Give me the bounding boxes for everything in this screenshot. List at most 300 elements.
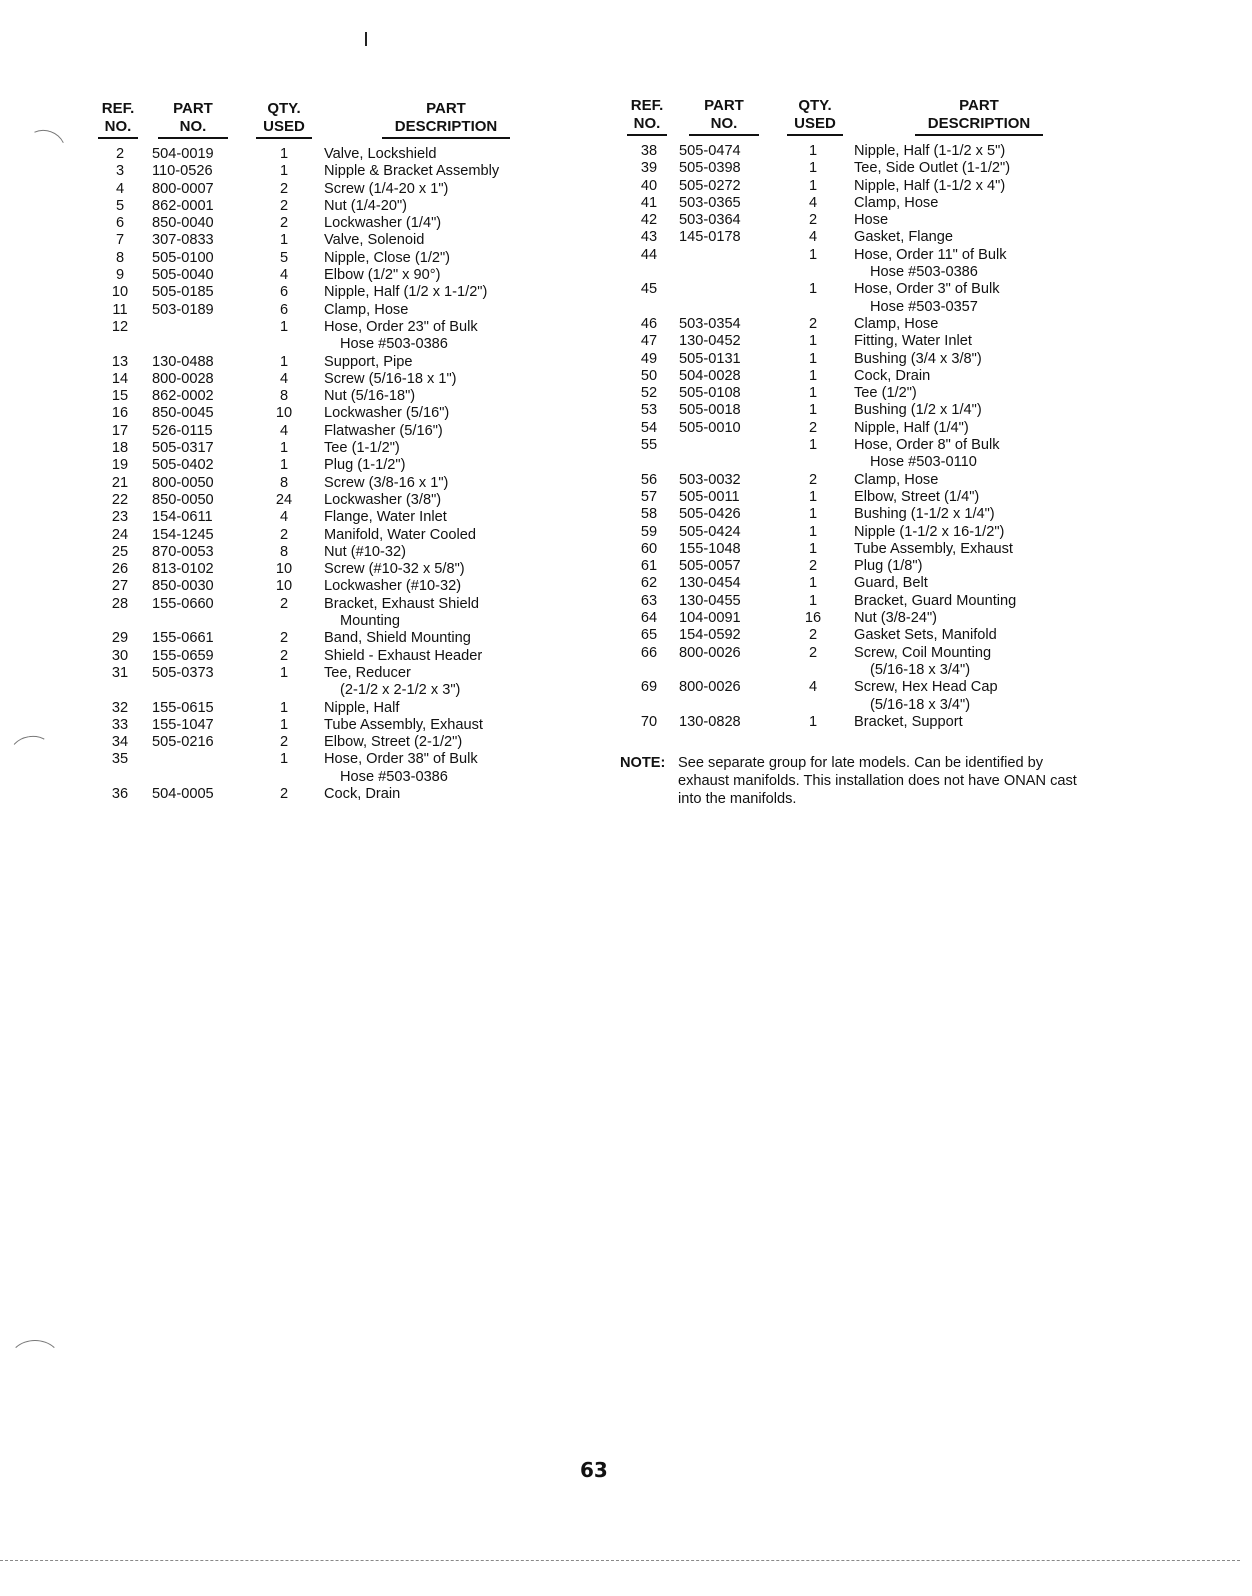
ref-no: 16	[111, 405, 129, 422]
qty-used: 1	[808, 350, 818, 367]
part-description: Flatwasher (5/16")	[324, 422, 443, 439]
ref-no: 65	[640, 627, 658, 644]
scan-arc	[8, 733, 55, 772]
qty-used: 5	[279, 249, 289, 266]
table-header	[627, 97, 1107, 143]
part-description: Screw (1/4-20 x 1")	[324, 180, 449, 197]
page-number: 63	[580, 1458, 608, 1482]
table-row	[98, 769, 618, 786]
part-description: Tee (1/2")	[854, 385, 917, 402]
part-description: Hose #503-0386	[870, 264, 978, 281]
table-row	[627, 212, 1107, 229]
part-description: Tee (1-1/2")	[324, 440, 400, 457]
part-no: 505-0040	[152, 267, 214, 284]
part-description: Plug (1-1/2")	[324, 457, 406, 474]
header-part-line1: PART	[173, 100, 213, 117]
qty-used: 10	[275, 561, 293, 578]
qty-used: 1	[279, 457, 289, 474]
part-description: (5/16-18 x 3/4")	[870, 661, 971, 678]
part-no: 154-0611	[152, 509, 213, 526]
part-no: 504-0028	[679, 367, 741, 384]
part-no: 850-0050	[152, 491, 214, 508]
ref-no: 14	[111, 370, 129, 387]
qty-used: 1	[808, 540, 818, 557]
ref-no: 47	[640, 333, 658, 350]
table-row	[98, 544, 618, 561]
part-no: 145-0178	[679, 229, 741, 246]
ref-no: 39	[640, 160, 658, 177]
part-description: Guard, Belt	[854, 575, 928, 592]
header-ref-line2: NO.	[98, 118, 138, 139]
part-no: 800-0050	[152, 474, 214, 491]
part-no: 505-0272	[679, 177, 741, 194]
part-description: Support, Pipe	[324, 353, 413, 370]
part-description: Bracket, Exhaust Shield	[324, 595, 479, 612]
ref-no: 7	[115, 232, 125, 249]
part-description: Shield - Exhaust Header	[324, 647, 483, 664]
header-qty-line2: USED	[256, 118, 312, 139]
qty-used: 4	[279, 422, 289, 439]
part-description: Hose #503-0357	[870, 298, 978, 315]
part-description: Lockwasher (5/16")	[324, 405, 450, 422]
qty-used: 2	[808, 627, 818, 644]
part-description: Fitting, Water Inlet	[854, 333, 972, 350]
qty-used: 2	[279, 595, 289, 612]
qty-used: 4	[808, 194, 818, 211]
part-no: 155-1048	[679, 540, 741, 557]
part-no: 505-0131	[679, 350, 741, 367]
part-description: Elbow, Street (1/4")	[854, 488, 980, 505]
table-row	[98, 198, 618, 215]
scan-arc	[8, 1340, 62, 1386]
qty-used: 2	[808, 419, 818, 436]
part-description: Nut (1/4-20")	[324, 197, 408, 214]
table-row	[98, 146, 618, 163]
ref-no: 58	[640, 506, 658, 523]
qty-used: 1	[808, 143, 818, 159]
ref-no: 22	[111, 491, 129, 508]
part-description: Lockwasher (#10-32)	[324, 578, 462, 595]
qty-used: 2	[808, 558, 818, 575]
ref-no: 17	[111, 422, 129, 439]
qty-used: 1	[808, 402, 818, 419]
part-description: Screw, Hex Head Cap	[854, 679, 998, 696]
qty-used: 1	[279, 163, 289, 180]
table-row	[98, 475, 618, 492]
part-no: 505-0373	[152, 664, 214, 681]
qty-used: 1	[279, 716, 289, 733]
ref-no: 69	[640, 679, 658, 696]
ref-no: 18	[111, 440, 129, 457]
table-row	[627, 714, 1107, 731]
part-description: Tube Assembly, Exhaust	[324, 716, 483, 733]
qty-used: 2	[279, 526, 289, 543]
qty-used: 1	[808, 367, 818, 384]
table-row	[98, 734, 618, 751]
part-description: Valve, Lockshield	[324, 146, 437, 162]
part-description: Hose, Order 8" of Bulk	[854, 437, 1000, 454]
part-description: Screw (3/8-16 x 1")	[324, 474, 449, 491]
table-row	[627, 489, 1107, 506]
part-no: 503-0365	[679, 194, 741, 211]
qty-used: 6	[279, 301, 289, 318]
ref-no: 10	[111, 284, 129, 301]
table-row	[627, 420, 1107, 437]
ref-no: 64	[640, 610, 658, 627]
table-row	[627, 281, 1107, 298]
qty-used: 1	[279, 751, 289, 768]
table-row	[627, 264, 1107, 281]
ref-no: 9	[115, 267, 125, 284]
part-no: 155-0659	[152, 647, 214, 664]
part-description: (5/16-18 x 3/4")	[870, 696, 971, 713]
part-description: Nut (5/16-18")	[324, 388, 416, 405]
header-part-line2: NO.	[158, 118, 228, 139]
part-no: 130-0454	[679, 575, 741, 592]
table-row	[98, 388, 618, 405]
part-description: Nipple, Close (1/2")	[324, 249, 451, 266]
qty-used: 1	[808, 246, 818, 263]
part-description: Screw (#10-32 x 5/8")	[324, 561, 465, 578]
table-row	[627, 524, 1107, 541]
ref-no: 24	[111, 526, 129, 543]
table-row	[627, 454, 1107, 471]
table-row	[627, 679, 1107, 696]
part-description: Cock, Drain	[324, 785, 401, 802]
table-row	[98, 786, 618, 803]
part-no: 850-0030	[152, 578, 214, 595]
part-description: Hose	[854, 212, 889, 229]
part-description: Bushing (3/4 x 3/8")	[854, 350, 982, 367]
part-description: Nipple & Bracket Assembly	[324, 163, 500, 180]
part-description: Hose, Order 38" of Bulk	[324, 751, 478, 768]
table-row	[627, 333, 1107, 350]
header-desc-line1: PART	[959, 97, 999, 114]
part-no: 505-0398	[679, 160, 741, 177]
parts-table-right	[627, 97, 1107, 731]
ref-no: 45	[640, 281, 658, 298]
ref-no: 12	[111, 318, 129, 335]
part-no: 526-0115	[152, 422, 213, 439]
qty-used: 1	[808, 281, 818, 298]
qty-used: 8	[279, 474, 289, 491]
part-no: 505-0426	[679, 506, 741, 523]
part-description: Hose, Order 3" of Bulk	[854, 281, 1000, 298]
ref-no: 55	[640, 437, 658, 454]
table-row	[627, 160, 1107, 177]
ref-no: 30	[111, 647, 129, 664]
note-text: See separate group for late models. Can be identified by exhaust manifolds. This installation does not have ONAN cast into the manifolds.	[678, 755, 1077, 807]
part-no: 307-0833	[152, 232, 214, 249]
part-description: Lockwasher (1/4")	[324, 215, 442, 232]
qty-used: 16	[804, 610, 822, 627]
qty-used: 1	[808, 177, 818, 194]
part-description: Elbow (1/2" x 90°)	[324, 267, 441, 284]
part-description: Flange, Water Inlet	[324, 509, 447, 526]
table-row	[627, 299, 1107, 316]
scan-mark	[365, 32, 367, 46]
part-description: Manifold, Water Cooled	[324, 526, 476, 543]
part-description: Hose, Order 23" of Bulk	[324, 318, 478, 335]
scan-arc	[16, 124, 72, 179]
part-no: 800-0028	[152, 370, 214, 387]
part-no: 862-0002	[152, 388, 214, 405]
table-row	[98, 665, 618, 682]
part-description: Bushing (1-1/2 x 1/4")	[854, 506, 995, 523]
part-description: Tube Assembly, Exhaust	[854, 540, 1013, 557]
part-description: Mounting	[340, 613, 401, 630]
header-qty-line1: QTY.	[798, 97, 832, 114]
ref-no: 50	[640, 367, 658, 384]
part-description: Cock, Drain	[854, 367, 931, 384]
table-row	[98, 284, 618, 301]
part-description: Nipple, Half (1/2 x 1-1/2")	[324, 284, 488, 301]
table-row	[627, 541, 1107, 558]
part-no: 505-0185	[152, 284, 214, 301]
part-description: (2-1/2 x 2-1/2 x 3")	[340, 682, 461, 699]
part-no: 800-0026	[679, 679, 741, 696]
part-no: 800-0026	[679, 644, 741, 661]
ref-no: 3	[115, 163, 125, 180]
table-row	[98, 440, 618, 457]
table-row	[98, 578, 618, 595]
table-row	[627, 472, 1107, 489]
part-description: Clamp, Hose	[854, 194, 939, 211]
header-part-line2: NO.	[689, 115, 759, 136]
table-row	[627, 247, 1107, 264]
qty-used: 1	[279, 232, 289, 249]
qty-used: 1	[279, 664, 289, 681]
ref-no: 54	[640, 419, 658, 436]
ref-no: 29	[111, 630, 129, 647]
part-no: 154-1245	[152, 526, 214, 543]
ref-no: 6	[115, 215, 125, 232]
ref-no: 31	[111, 664, 129, 681]
qty-used: 1	[808, 713, 818, 730]
qty-used: 2	[808, 315, 818, 332]
header-ref-line2: NO.	[627, 115, 667, 136]
part-no: 155-0660	[152, 595, 214, 612]
table-row	[98, 250, 618, 267]
qty-used: 1	[808, 160, 818, 177]
qty-used: 2	[808, 212, 818, 229]
part-no: 104-0091	[679, 610, 741, 627]
ref-no: 41	[640, 194, 658, 211]
part-no: 503-0354	[679, 315, 741, 332]
part-no: 850-0040	[152, 215, 214, 232]
part-description: Nipple, Half (1/4")	[854, 419, 969, 436]
table-row	[98, 267, 618, 284]
qty-used: 4	[808, 229, 818, 246]
part-description: Clamp, Hose	[854, 315, 939, 332]
qty-used: 4	[279, 267, 289, 284]
table-row	[627, 627, 1107, 644]
ref-no: 38	[640, 143, 658, 159]
qty-used: 2	[279, 734, 289, 751]
table-row	[98, 561, 618, 578]
table-row	[98, 613, 618, 630]
part-description: Nut (3/8-24")	[854, 610, 938, 627]
table-row	[98, 630, 618, 647]
table-row	[627, 385, 1107, 402]
part-no: 504-0019	[152, 146, 214, 162]
ref-no: 56	[640, 471, 658, 488]
part-description: Nipple, Half (1-1/2 x 4")	[854, 177, 1006, 194]
table-body	[627, 143, 1107, 731]
ref-no: 49	[640, 350, 658, 367]
ref-no: 33	[111, 716, 129, 733]
qty-used: 24	[275, 491, 293, 508]
part-description: Gasket Sets, Manifold	[854, 627, 997, 644]
qty-used: 1	[808, 488, 818, 505]
table-row	[98, 751, 618, 768]
ref-no: 61	[640, 558, 658, 575]
part-no: 862-0001	[152, 197, 214, 214]
table-row	[627, 558, 1107, 575]
ref-no: 23	[111, 509, 129, 526]
table-row	[98, 336, 618, 353]
table-row	[98, 215, 618, 232]
ref-no: 40	[640, 177, 658, 194]
table-header	[98, 100, 618, 146]
qty-used: 1	[808, 575, 818, 592]
table-row	[627, 178, 1107, 195]
table-row	[98, 319, 618, 336]
qty-used: 2	[808, 644, 818, 661]
table-row	[98, 527, 618, 544]
ref-no: 25	[111, 543, 129, 560]
qty-used: 1	[808, 506, 818, 523]
header-desc-line1: PART	[426, 100, 466, 117]
part-no: 154-0592	[679, 627, 741, 644]
table-row	[98, 700, 618, 717]
part-description: Gasket, Flange	[854, 229, 953, 246]
table-body	[98, 146, 618, 803]
qty-used: 1	[808, 385, 818, 402]
ref-no: 4	[115, 180, 125, 197]
table-row	[98, 596, 618, 613]
ref-no: 28	[111, 595, 129, 612]
table-row	[98, 181, 618, 198]
ref-no: 11	[112, 301, 128, 318]
table-row	[627, 402, 1107, 419]
part-description: Tee, Reducer	[324, 664, 411, 681]
part-description: Tee, Side Outlet (1-1/2")	[854, 160, 1011, 177]
part-no: 505-0057	[679, 558, 741, 575]
table-row	[98, 232, 618, 249]
part-description: Nut (#10-32)	[324, 543, 406, 560]
ref-no: 53	[640, 402, 658, 419]
ref-no: 32	[111, 699, 129, 716]
table-row	[98, 509, 618, 526]
ref-no: 70	[640, 713, 658, 730]
part-no: 505-0100	[152, 249, 214, 266]
ref-no: 62	[640, 575, 658, 592]
header-ref-line1: REF.	[630, 97, 664, 114]
header-qty-line1: QTY.	[267, 100, 301, 117]
part-description: Hose #503-0386	[340, 336, 448, 353]
qty-used: 10	[275, 578, 293, 595]
part-no: 870-0053	[152, 543, 214, 560]
table-row	[627, 610, 1107, 627]
qty-used: 4	[279, 370, 289, 387]
table-row	[98, 423, 618, 440]
table-row	[627, 351, 1107, 368]
part-no: 130-0455	[679, 592, 741, 609]
part-no: 505-0317	[152, 440, 214, 457]
qty-used: 2	[808, 471, 818, 488]
part-description: Hose #503-0386	[340, 768, 448, 785]
part-description: Elbow, Street (2-1/2")	[324, 734, 463, 751]
part-no: 155-1047	[152, 716, 214, 733]
table-row	[627, 316, 1107, 333]
table-row	[98, 371, 618, 388]
table-row	[98, 405, 618, 422]
part-description: Nipple (1-1/2 x 16-1/2")	[854, 523, 1005, 540]
part-description: Hose #503-0110	[870, 454, 977, 471]
table-row	[627, 645, 1107, 662]
part-description: Clamp, Hose	[854, 471, 939, 488]
part-no: 505-0424	[679, 523, 741, 540]
part-description: Hose, Order 11" of Bulk	[854, 246, 1007, 263]
part-description: Band, Shield Mounting	[324, 630, 471, 647]
table-row	[627, 437, 1107, 454]
table-row	[627, 662, 1107, 679]
qty-used: 4	[808, 679, 818, 696]
table-row	[627, 506, 1107, 523]
part-description: Valve, Solenoid	[324, 232, 425, 249]
part-description: Lockwasher (3/8")	[324, 491, 442, 508]
part-no: 503-0364	[679, 212, 741, 229]
qty-used: 2	[279, 630, 289, 647]
qty-used: 2	[279, 215, 289, 232]
qty-used: 1	[279, 699, 289, 716]
header-qty-line2: USED	[787, 115, 843, 136]
part-no: 130-0452	[679, 333, 741, 350]
part-no: 155-0661	[152, 630, 214, 647]
table-row	[98, 682, 618, 699]
ref-no: 46	[640, 315, 658, 332]
bottom-rule	[0, 1560, 1240, 1561]
ref-no: 43	[640, 229, 658, 246]
table-row	[98, 648, 618, 665]
qty-used: 8	[279, 543, 289, 560]
ref-no: 21	[111, 474, 129, 491]
table-row	[98, 302, 618, 319]
qty-used: 1	[279, 146, 289, 162]
qty-used: 6	[279, 284, 289, 301]
header-desc-line2: DESCRIPTION	[915, 115, 1043, 136]
part-no: 505-0108	[679, 385, 741, 402]
ref-no: 8	[115, 249, 125, 266]
header-ref-line1: REF.	[101, 100, 135, 117]
qty-used: 2	[279, 180, 289, 197]
part-description: Nipple, Half (1-1/2 x 5")	[854, 143, 1006, 159]
ref-no: 57	[640, 488, 658, 505]
ref-no: 36	[111, 785, 129, 802]
table-row	[627, 143, 1107, 160]
table-row	[98, 717, 618, 734]
ref-no: 13	[111, 353, 129, 370]
qty-used: 1	[808, 592, 818, 609]
ref-no: 59	[640, 523, 658, 540]
table-row	[627, 368, 1107, 385]
table-row	[627, 229, 1107, 246]
ref-no: 35	[111, 751, 129, 768]
part-no: 130-0488	[152, 353, 214, 370]
ref-no: 2	[115, 146, 125, 162]
table-row	[627, 195, 1107, 212]
